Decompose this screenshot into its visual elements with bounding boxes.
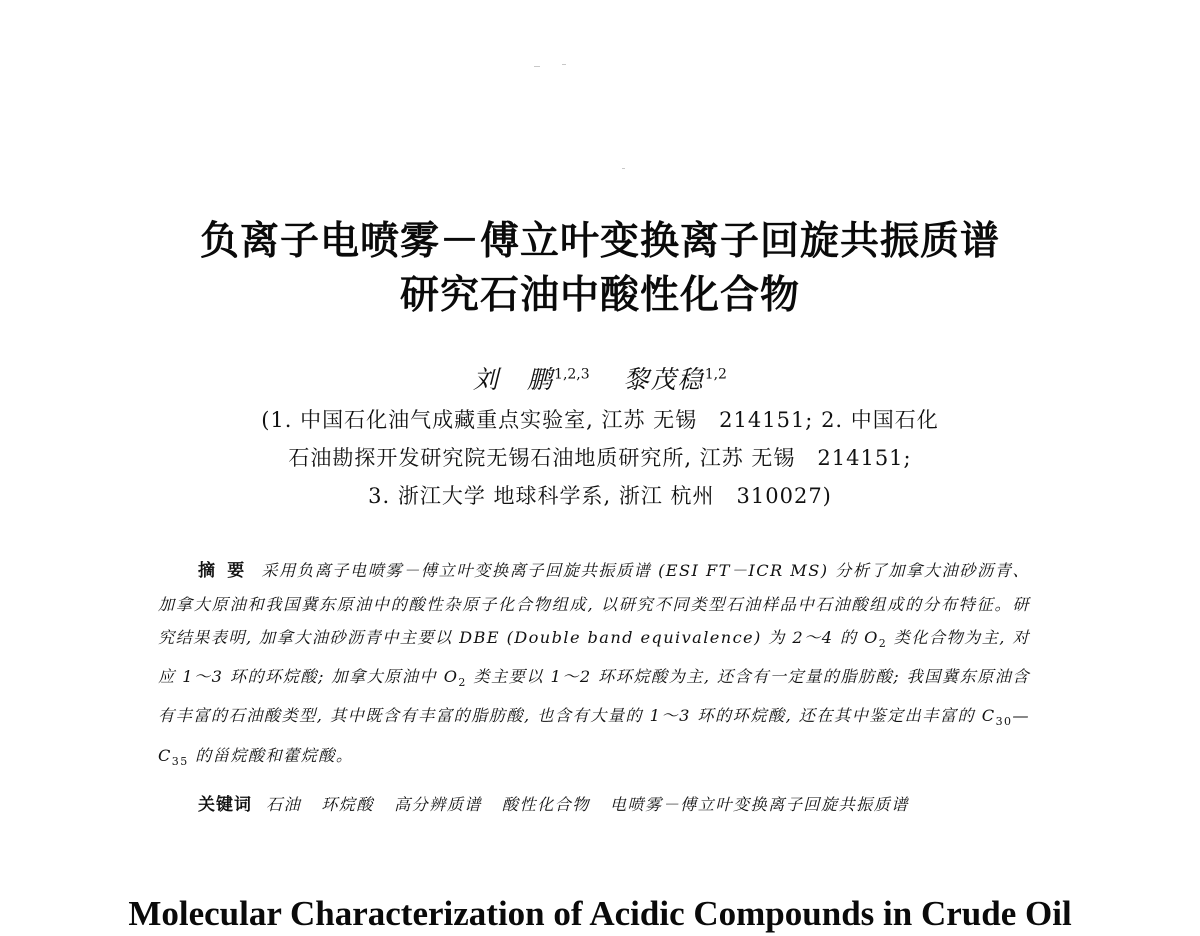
author-1-name: 刘 鹏 <box>473 365 555 394</box>
english-title: Molecular Characterization of Acidic Compounds in Crude Oil <box>128 894 1072 933</box>
keyword-item: 电喷雾－傅立叶变换离子回旋共振质谱 <box>609 795 909 814</box>
author-2-affiliation-marks: 1,2 <box>704 366 727 383</box>
author-1-affiliation-marks: 1,2,3 <box>554 366 590 383</box>
paper-title-line-1: 负离子电喷雾－傅立叶变换离子回旋共振质谱 <box>199 218 1000 264</box>
abstract-paragraph <box>158 554 1030 778</box>
scan-speck <box>622 168 625 169</box>
affiliation-line-2: 石油勘探开发研究院无锡石油地质研究所, 江苏 无锡 214151; <box>288 446 912 470</box>
subscript: 35 <box>171 754 189 768</box>
abstract-text: 类化合物为主, 对应 1～3 环的环烷酸; 加拿大原油中 O <box>158 628 1030 687</box>
keyword-item: 环烷酸 <box>321 795 374 814</box>
keywords-label: 关键词 <box>198 795 252 815</box>
subscript: 2 <box>458 676 467 690</box>
abstract-text: —C <box>158 706 1030 765</box>
abstract-text: 采用负离子电喷雾－傅立叶变换离子回旋共振质谱 (ESI FT－ICR MS) 分析了加拿大油砂沥青、加拿大原油和我国冀东原油中的酸性杂原子化合物组成, 以研究不同类型石油样品中石油酸组成的分布特征。研究结果表明, 加拿大油砂沥青中主要以 DBE (Double band equivalence) 为 2～4 的 O <box>158 561 1031 647</box>
keyword-item: 高分辨质谱 <box>393 795 482 814</box>
author-list <box>100 360 1100 396</box>
author-2-name: 黎茂稳 <box>623 365 705 394</box>
scan-speck <box>534 66 540 67</box>
abstract-label: 摘 要 <box>198 561 248 581</box>
keyword-item: 酸性化合物 <box>501 795 590 814</box>
scan-speck <box>562 64 566 65</box>
keyword-item: 石油 <box>266 795 302 814</box>
affiliation-line-3: 3. 浙江大学 地球科学系, 浙江 杭州 310027) <box>368 484 832 508</box>
subscript: 30 <box>995 715 1013 729</box>
paper-title-line-2: 研究石油中酸性化合物 <box>399 272 800 318</box>
subscript: 2 <box>878 637 888 651</box>
affiliation-line-1: (1. 中国石化油气成藏重点实验室, 江苏 无锡 214151; 2. 中国石化 <box>261 408 939 432</box>
abstract-text: 的甾烷酸和藿烷酸。 <box>188 745 354 765</box>
keywords-paragraph <box>158 788 1030 822</box>
abstract-text: 类主要以 1～2 环环烷酸为主, 还含有一定量的脂肪酸; 我国冀东原油含有丰富的石油酸类型, 其中既含有丰富的脂肪酸, 也含有大量的 1～3 环的环烷酸, 还在其中鉴定出丰富的 C <box>158 667 1030 726</box>
